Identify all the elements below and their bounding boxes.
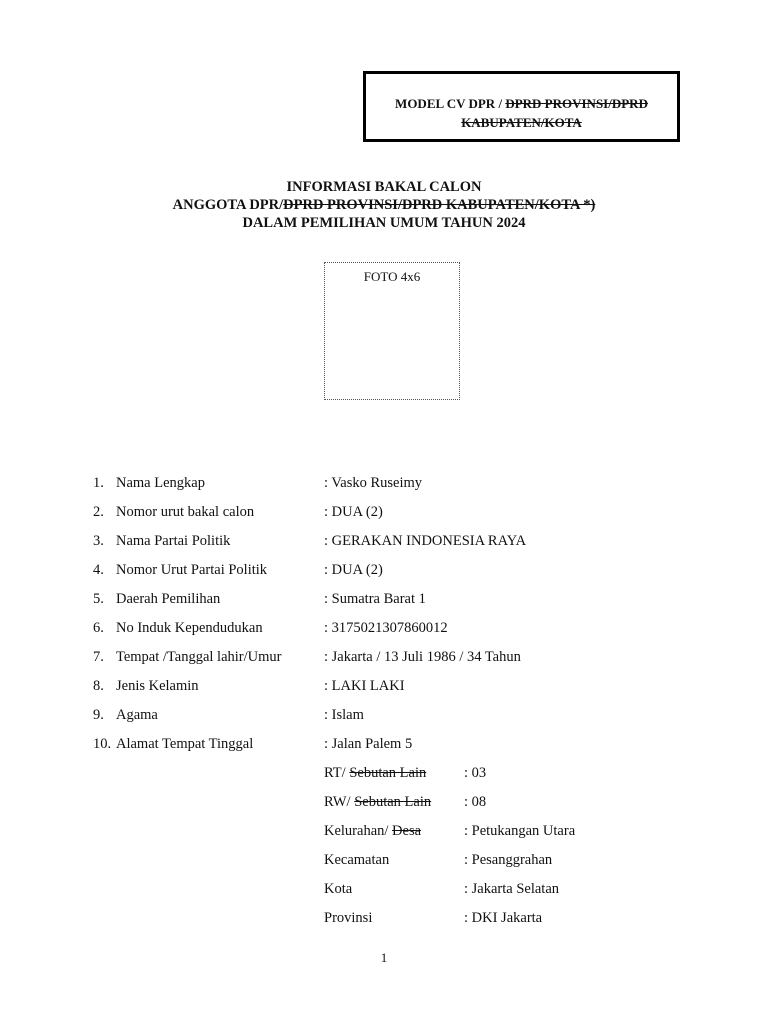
field-number: 8.: [93, 678, 104, 694]
field-label: Alamat Tempat Tinggal: [116, 736, 254, 752]
address-label: Provinsi: [324, 910, 373, 926]
address-label: Kota: [324, 881, 353, 897]
heading-line-1: INFORMASI BAKAL CALON: [286, 179, 482, 195]
field-label: Agama: [116, 707, 158, 723]
field-row: [93, 620, 693, 649]
field-number: 1.: [93, 475, 104, 491]
field-row: [93, 562, 693, 591]
address-label: RW/ Sebutan Lain: [324, 794, 432, 810]
heading-line-2: [100, 196, 668, 214]
field-value: : Vasko Ruseimy: [324, 475, 423, 491]
field-value: : DUA (2): [324, 562, 383, 578]
field-number: 4.: [93, 562, 104, 578]
field-row: [93, 504, 693, 533]
address-value: : Petukangan Utara: [464, 823, 576, 839]
field-label: Nama Lengkap: [116, 475, 205, 491]
model-struck-1: DPRD PROVINSI/DPRD: [505, 96, 648, 111]
model-cv-box: [363, 71, 680, 142]
field-row: [93, 707, 693, 736]
address-row: [324, 823, 684, 852]
field-label: Tempat /Tanggal lahir/Umur: [116, 649, 282, 665]
address-value: : 08: [464, 794, 487, 810]
field-row: [93, 475, 693, 504]
address-label: RT/ Sebutan Lain: [324, 765, 427, 781]
field-value: : DUA (2): [324, 504, 383, 520]
field-value: : 3175021307860012: [324, 620, 448, 636]
field-label: Jenis Kelamin: [116, 678, 199, 694]
model-line-1: [366, 94, 677, 113]
candidate-fields: [93, 475, 693, 765]
field-row: [93, 591, 693, 620]
field-label: Daerah Pemilihan: [116, 591, 221, 607]
field-row: [93, 533, 693, 562]
address-row: [324, 794, 684, 823]
address-label: Kecamatan: [324, 852, 390, 868]
field-label: No Induk Kependudukan: [116, 620, 263, 636]
address-label-struck: Desa: [392, 823, 422, 839]
address-value: : Pesanggrahan: [464, 852, 553, 868]
field-row: [93, 649, 693, 678]
model-prefix: MODEL CV DPR /: [395, 96, 506, 111]
heading-line-2-struck: DPRD PROVINSI/DPRD KABUPATEN/KOTA *): [283, 197, 596, 213]
field-number: 5.: [93, 591, 104, 607]
field-value: : Jakarta / 13 Juli 1986 / 34 Tahun: [324, 649, 521, 665]
field-number: 10.: [93, 736, 112, 752]
field-number: 9.: [93, 707, 104, 723]
field-number: 2.: [93, 504, 104, 520]
heading-line-2-prefix: ANGGOTA DPR/: [172, 197, 284, 213]
address-value: : 03: [464, 765, 487, 781]
address-row: [324, 910, 684, 939]
address-row: [324, 881, 684, 910]
heading-line-3: DALAM PEMILIHAN UMUM TAHUN 2024: [242, 215, 526, 231]
page-number: 1: [380, 950, 388, 965]
field-value: : Islam: [324, 707, 364, 723]
address-value: : DKI Jakarta: [464, 910, 543, 926]
field-label: Nomor urut bakal calon: [116, 504, 255, 520]
document-heading: [100, 178, 668, 232]
address-row: [324, 852, 684, 881]
address-label-struck: Sebutan Lain: [354, 794, 432, 810]
address-row: [324, 765, 684, 794]
field-value: : LAKI LAKI: [324, 678, 405, 694]
model-struck-2: KABUPATEN/KOTA: [461, 115, 582, 130]
field-label: Nama Partai Politik: [116, 533, 231, 549]
field-number: 6.: [93, 620, 104, 636]
field-row: [93, 678, 693, 707]
field-value: : Sumatra Barat 1: [324, 591, 426, 607]
field-value: : Jalan Palem 5: [324, 736, 413, 752]
field-label: Nomor Urut Partai Politik: [116, 562, 268, 578]
address-label: Kelurahan/ Desa: [324, 823, 422, 839]
field-number: 3.: [93, 533, 104, 549]
field-row: [93, 736, 693, 765]
address-value: : Jakarta Selatan: [464, 881, 560, 897]
photo-label: FOTO 4x6: [363, 269, 421, 284]
photo-placeholder: [324, 262, 460, 400]
address-details: [324, 765, 684, 939]
address-label-struck: Sebutan Lain: [349, 765, 427, 781]
field-value: : GERAKAN INDONESIA RAYA: [324, 533, 527, 549]
field-number: 7.: [93, 649, 104, 665]
